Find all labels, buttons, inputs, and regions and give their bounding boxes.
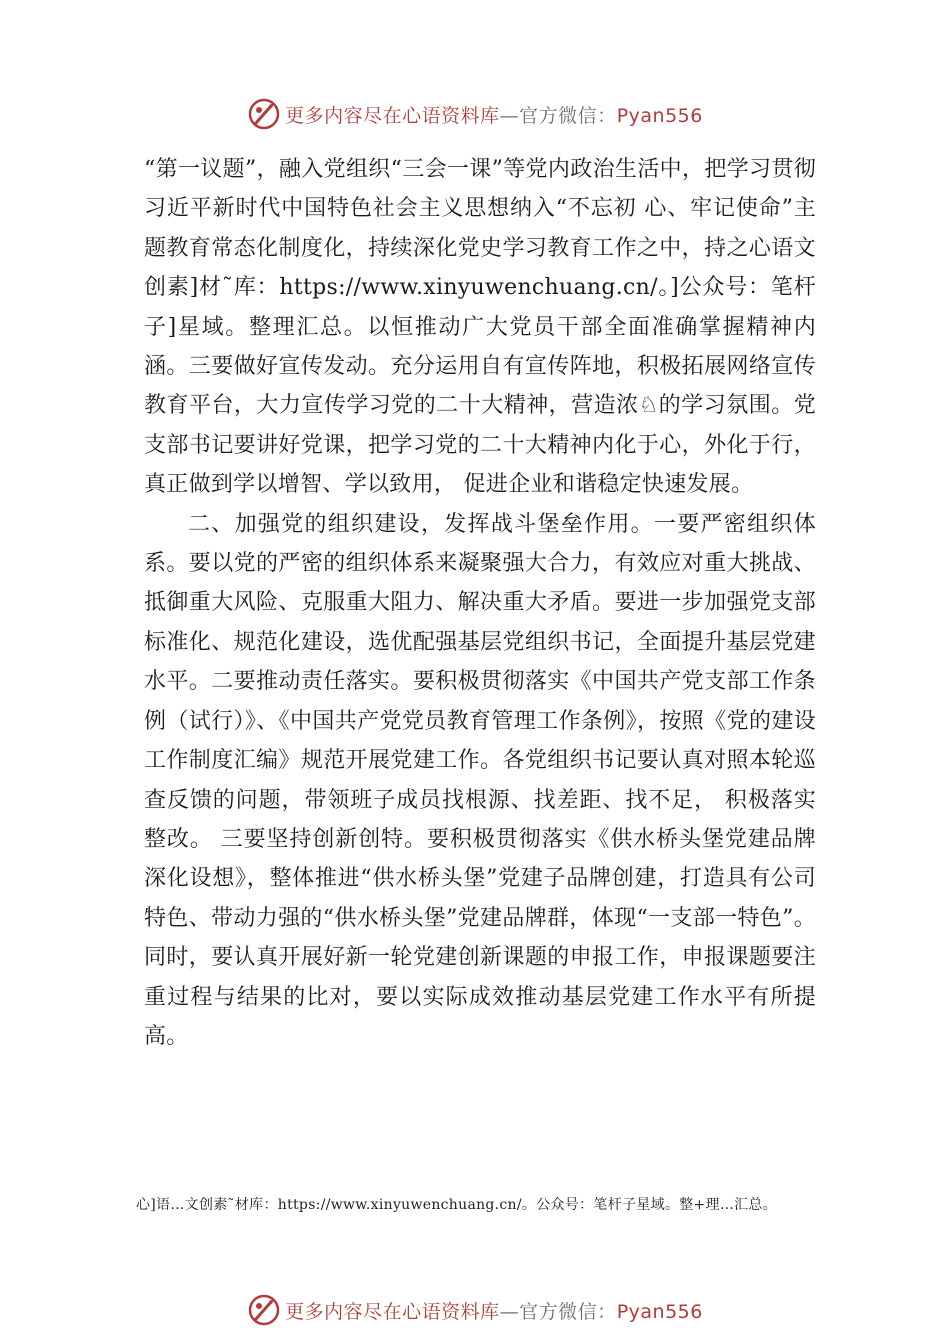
brand-logo-icon xyxy=(247,97,281,131)
paragraph-1: “第一议题”，融入党组织“三会一课”等党内政治生活中，把学习贯彻习近平新时代中国特色社会主义思想纳入“不忘初 心、牢记使命”主题教育常态化制度化，持续深化党史学习教育工作之中，持之心语文创素]材˜库：https://www.xinyuwenchuang.cn/。]公众号：笔杆子]星域。整理汇总。以恒推动广大党员干部全面准确掌握精神内涵。三要做好宣传发动。充分运用自有宣传阵地，积极拓展网络宣传教育平台，大力宣传学习党的二十大精神，营造浓♘的学习氛围。党支部书记要讲好党课，把学习党的二十大精神内化于心，外化于行，真正做到学以增智、学以致用， 促进企业和谐稳定快速发展。 xyxy=(144,157,816,498)
footer-banner xyxy=(0,1290,950,1330)
header-banner-text xyxy=(285,101,703,128)
footer-banner-text xyxy=(285,1297,703,1324)
banner-dash: — xyxy=(499,104,520,127)
brand-text: 更多内容尽在心语资料库 xyxy=(285,1300,500,1323)
brand-logo-icon xyxy=(247,1293,281,1327)
document-body xyxy=(144,150,816,1056)
wechat-id: Pyan556 xyxy=(616,1300,703,1323)
source-footnote: 心]语…文创素˜材库：https://www.xinyuwenchuang.cn/。公众号：笔杆子星域。整+理…汇总。 xyxy=(136,1197,778,1213)
wechat-id: Pyan556 xyxy=(616,104,703,127)
brand-text: 更多内容尽在心语资料库 xyxy=(285,104,500,127)
paragraph-2: 二、加强党的组织建设，发挥战斗堡垒作用。一要严密组织体系。要以党的严密的组织体系来凝聚强大合力，有效应对重大挑战、抵御重大风险、克服重大阻力、解决重大矛盾。要进一步加强党支部标准化、规范化建设，选优配强基层党组织书记，全面提升基层党建水平。二要推动责任落实。要积极贯彻落实《中国共产党支部工作条例（试行）》、《中国共产党党员教育管理工作条例》，按照《党的建设工作制度汇编》规范开展党建工作。各党组织书记要认真对照本轮巡查反馈的问题，带领班子成员找根源、找差距、找不足， 积极落实整改。 三要坚持创新创特。要积极贯彻落实《供水桥头堡党建品牌深化设想》，整体推进“供水桥头堡”党建子品牌创建，打造具有公司特色、带动力强的“供水桥头堡”党建品牌群，体现“一支部一特色”。同时，要认真开展好新一轮党建创新课题的申报工作，申报课题要注重过程与结果的比对，要以实际成效推动基层党建工作水平有所提高。 xyxy=(144,511,816,1049)
banner-dash: — xyxy=(499,1300,520,1323)
official-label: 官方微信： xyxy=(519,1300,617,1323)
header-banner xyxy=(0,94,950,134)
official-label: 官方微信： xyxy=(519,104,617,127)
